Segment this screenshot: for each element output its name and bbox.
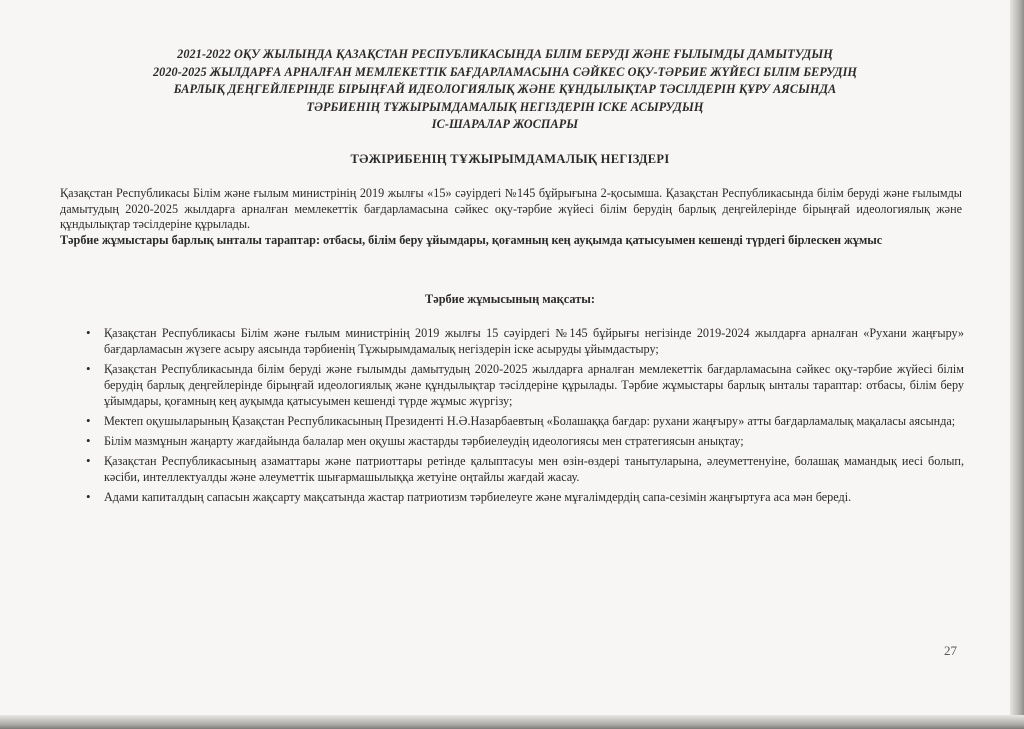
list-item-text: Мектеп оқушыларының Қазақстан Республикасының Президенті Н.Ә.Назарбаевтың «Болашаққа бағдар: рухани жаңғыру» атты бағдарламалық мақаласы аясында; <box>104 414 956 428</box>
list-item-text: Білім мазмұнын жаңарту жағдайында балалар мен оқушы жастарды тәрбиелеудің идеологиясы мен стратегиясын анықтау; <box>104 434 744 448</box>
page-number: 27 <box>944 643 957 658</box>
bullet-icon: • <box>86 413 91 428</box>
header-line-3: БАРЛЫҚ ДЕҢГЕЙЛЕРІНДЕ БІРЫҢҒАЙ ИДЕОЛОГИЯЛЫҚ ЖӘНЕ ҚҰНДЫЛЫҚТАР ТӘСІЛДЕРІН ҚҰРУ АЯСЫНДА <box>173 82 837 96</box>
section-title: ТӘЖІРИБЕНІҢ ТҰЖЫРЫМДАМАЛЫҚ НЕГІЗДЕРІ <box>350 152 670 166</box>
list-item-text: Қазақстан Республикасының азаматтары және патриоттары ретінде қалыптасуы мен өзін-өздері танытуларына, әлеуметтенуіне, болашақ мамандық иесі болып, кәсіби, интеллектуалды және әлеуметтік шығармашылыққа жетуіне оңтайлы жағдай жасау. <box>104 454 964 484</box>
scan-edge-bottom <box>0 715 1024 729</box>
list-item <box>60 413 964 429</box>
goal-title: Тәрбие жұмысының мақсаты: <box>425 292 595 306</box>
document-header <box>60 46 950 134</box>
header-line-2: 2020-2025 ЖЫЛДАРҒА АРНАЛҒАН МЕМЛЕКЕТТІК БАҒДАРЛАМАСЫНА СӘЙКЕС ОҚУ-ТӘРБИЕ ЖҮЙЕСІ БІЛІМ БЕРУДІҢ <box>152 64 858 79</box>
bullet-icon: • <box>86 361 91 376</box>
list-item <box>60 433 964 449</box>
list-item-text: Қазақстан Республикасы Білім және ғылым министрінің 2019 жылғы 15 сәуірдегі №145 бұйрығы негізінде 2019-2024 жылдарға арналған «Рухани жаңғыру» бағдарламасын жүзеге асыру аясында тәрбиенің Тұжырымдамалық негіздерін іске асыруды ұйымдастыру; <box>104 326 964 356</box>
bullet-icon: • <box>86 453 91 468</box>
scan-edge-right <box>1010 0 1024 729</box>
intro-block <box>60 186 962 248</box>
list-item <box>60 489 964 505</box>
list-item <box>60 453 964 485</box>
header-line-1: 2021-2022 ОҚУ ЖЫЛЫНДА ҚАЗАҚСТАН РЕСПУБЛИКАСЫНДА БІЛІМ БЕРУДІ ЖӘНЕ ҒЫЛЫМДЫ ДАМЫТУДЫҢ <box>177 47 833 61</box>
list-item <box>60 325 964 357</box>
intro-bold-paragraph: Тәрбие жұмыстары барлық ынталы тараптар: отбасы, білім беру ұйымдары, қоғамның кең ауқымда қатысуымен кешенді түрдегі бірлескен жұмыс <box>60 232 883 247</box>
list-item-text: Адами капиталдың сапасын жақсарту мақсатында жастар патриотизм тәрбиелеуге және мұғалімдердің сапа-сезімін жаңғыртуға аса мән береді. <box>104 490 852 504</box>
list-item-text: Қазақстан Республикасында білім беруді және ғылымды дамытудың 2020-2025 жылдарға арналған мемлекеттік бағдарламасына сәйкес оқу-тәрбие жүйесі білім берудің барлық деңгейлерінде бірыңғай идеологиялық және құндылықтар тәсілдеріне құрылады. Тәрбие жұмыстары барлық ынталы тараптар: отбасы, білім беру ұйымдары, қоғамның кең ауқымда қатысуымен кешенді түрде жұмыс жүргізу; <box>104 362 964 408</box>
intro-paragraph: Қазақстан Республикасы Білім және ғылым министрінің 2019 жылғы «15» сәуірдегі №145 бұйрығына 2-қосымша. Қазақстан Республикасында білім беруді және ғылымды дамытудың 2020-2025 жылдарға арналған мемлекеттік бағдарламасына сәйкес оқу-тәрбие жүйесі білім берудің барлық деңгейлерінде бірыңғай идеологиялық және құндылықтар тәсілдеріне құрылады. <box>60 186 962 231</box>
list-item <box>60 361 964 409</box>
header-line-4: ТӘРБИЕНІҢ ТҰЖЫРЫМДАМАЛЫҚ НЕГІЗДЕРІН ІСКЕ АСЫРУДЫҢ <box>306 99 704 114</box>
bullet-icon: • <box>86 489 91 504</box>
bullet-icon: • <box>86 433 91 448</box>
goal-list <box>60 325 964 509</box>
bullet-icon: • <box>86 325 91 340</box>
header-line-5: ІС-ШАРАЛАР ЖОСПАРЫ <box>431 117 579 131</box>
